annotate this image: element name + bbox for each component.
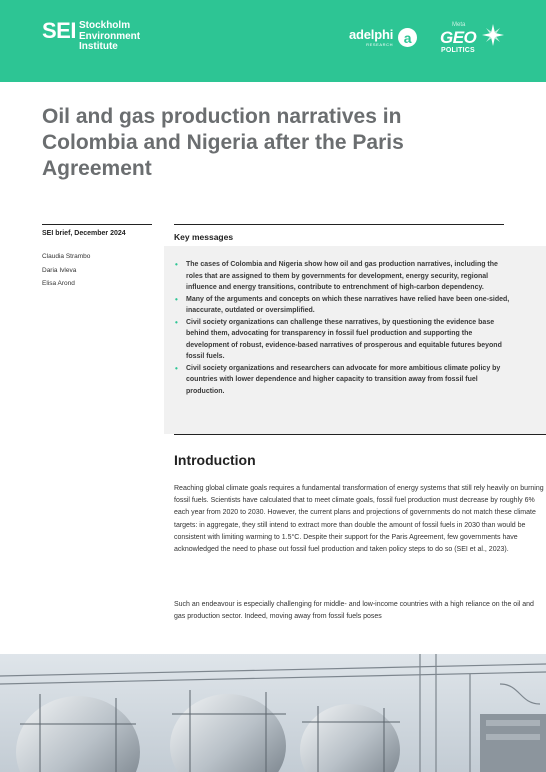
- adelphi-a-icon: a: [398, 28, 417, 47]
- author-name: Daria Ivleva: [42, 266, 77, 274]
- sei-logo-name-line: Stockholm: [78, 20, 131, 31]
- adelphi-logo[interactable]: [349, 28, 417, 47]
- introduction-divider: [174, 434, 546, 435]
- geo-logo-main: GEO: [440, 28, 477, 47]
- geo-logo-top: Meta: [452, 22, 466, 28]
- key-message-item: • Civil society organizations and researchers can advocate for more ambitious climate policy by countries with lower dependence and higher capacity to transition away from fossil fuel production.: [186, 363, 516, 398]
- refinery-photo: [0, 654, 546, 772]
- page-title: Oil and gas production narratives in Colombia and Nigeria after the Paris Agreement: [42, 105, 404, 180]
- sei-logo[interactable]: [42, 20, 140, 53]
- author-name: Claudia Strambo: [42, 253, 91, 260]
- brief-date: SEI brief, December 2024: [42, 230, 126, 237]
- key-messages-list: [174, 259, 516, 397]
- key-message-item: • The cases of Colombia and Nigeria show how oil and gas production narratives, including the roles that are assigned to them by governments for development, energy security, regional influence and energy transitions, contribute to entrenchment of high-carbon dependency.: [186, 259, 516, 294]
- meta-divider: [42, 224, 152, 225]
- introduction-paragraph: Such an endeavour is especially challenging for middle- and low-income countries with a high reliance on the oil and gas production sector. Indeed, moving away from fossil fuels poses: [174, 601, 534, 621]
- adelphi-word: adelphi: [349, 27, 394, 42]
- introduction-paragraph: Reaching global climate goals requires a fundamental transformation of energy systems that still rely heavily on burning fossil fuels. Scientists have calculated that to meet climate goals, fossil fuel production must decrease by roughly 6% each year from 2020 to 2030. However, the current plans and projections of governments do not match these climate targets: in aggregate, they still intend to extract more than double the amount of fossil fuels in 2030 than would be consistent with limiting warming to 1.5°C. Despite their support for the Paris Agreement, few governments have acknowledged the need to phase out fossil fuel production and taken policy steps to do so (SEI et al., 2023).: [174, 485, 544, 554]
- sei-logo-mark: SEI: [42, 18, 76, 43]
- author-name: Elisa Arond: [42, 280, 75, 287]
- meta-geopolitics-logo[interactable]: [440, 22, 510, 62]
- header-banner: [0, 0, 546, 82]
- adelphi-sub: RESEARCH: [366, 42, 394, 47]
- compass-star-icon: [482, 24, 504, 46]
- geo-logo-bottom: POLITICS: [441, 47, 475, 54]
- key-message-item: • Civil society organizations can challenge these narratives, by questioning the evidence base behind them, advocating for transparency in fossil fuel production and supporting the development of robust, evidence-based narratives of prosperous and equitable futures beyond fossil fuels.: [186, 317, 516, 363]
- refinery-photo-illustration: [0, 654, 546, 772]
- adelphi-wordmark: [349, 28, 393, 47]
- key-message-item: • Many of the arguments and concepts on which these narratives have relied have been one-sided, inaccurate, outdated or oversimplified.: [186, 294, 516, 317]
- sei-logo-name: [79, 20, 140, 53]
- sei-logo-name-line: Institute: [78, 41, 118, 52]
- introduction-heading: Introduction: [174, 452, 256, 468]
- author-list: [42, 250, 90, 291]
- key-messages-divider: [174, 224, 504, 225]
- key-messages-heading: Key messages: [174, 232, 234, 242]
- sei-logo-name-line: Environment: [78, 30, 141, 42]
